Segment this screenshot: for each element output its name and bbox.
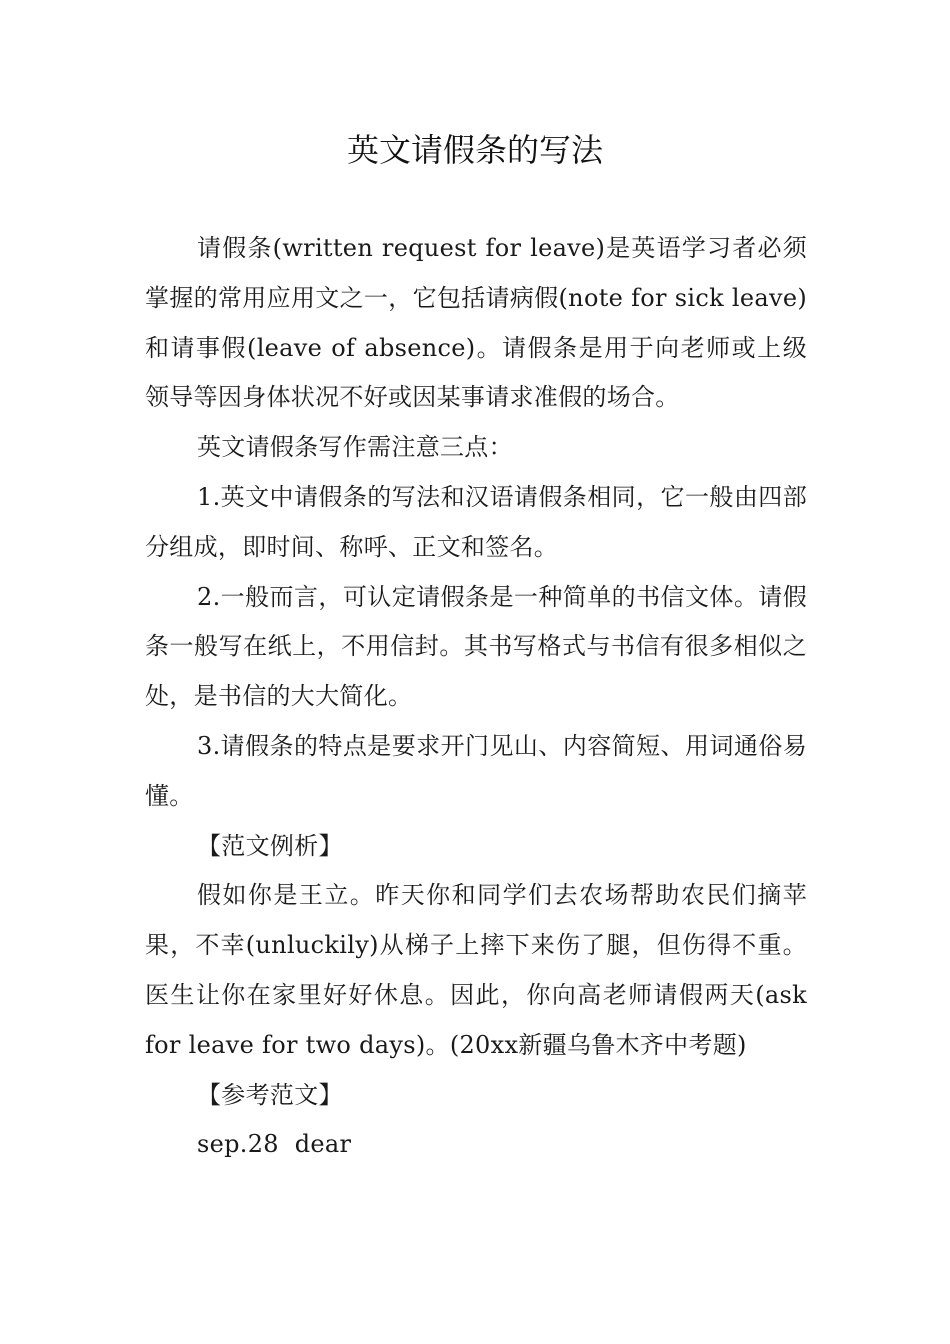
sample-letter-start: sep.28 dear xyxy=(197,1130,352,1159)
document-title: 英文请假条的写法 xyxy=(346,131,603,169)
point-3-paragraph: 3.请假条的特点是要求开门见山、内容简短、用词通俗易懂。 xyxy=(145,731,807,810)
point-1-paragraph: 1.英文中请假条的写法和汉语请假条相同，它一般由四部分组成，即时间、称呼、正文和签名。 xyxy=(145,482,807,561)
point-2-paragraph: 2.一般而言，可认定请假条是一种简单的书信文体。请假条一般写在纸上，不用信封。其书写格式与书信有很多相似之处，是书信的大大简化。 xyxy=(145,582,807,711)
document-body xyxy=(145,224,807,1170)
example-prompt-paragraph: 假如你是王立。昨天你和同学们去农场帮助农民们摘苹果，不幸(unluckily)从梯子上摔下来伤了腿，但伤得不重。医生让你在家里好好休息。因此，你向高老师请假两天(ask for leave for two days)。(20xx新疆乌鲁木齐中考题) xyxy=(145,881,807,1059)
reference-sample-heading: 【参考范文】 xyxy=(197,1080,343,1109)
example-analysis-heading: 【范文例析】 xyxy=(197,831,343,860)
intro-paragraph: 请假条(written request for leave)是英语学习者必须掌握的常用应用文之一，它包括请病假(note for sick leave)和请事假(leave of absence)。请假条是用于向老师或上级领导等因身体状况不好或因某事请求准假的场合。 xyxy=(145,234,807,412)
notes-heading-paragraph: 英文请假条写作需注意三点： xyxy=(197,433,513,462)
